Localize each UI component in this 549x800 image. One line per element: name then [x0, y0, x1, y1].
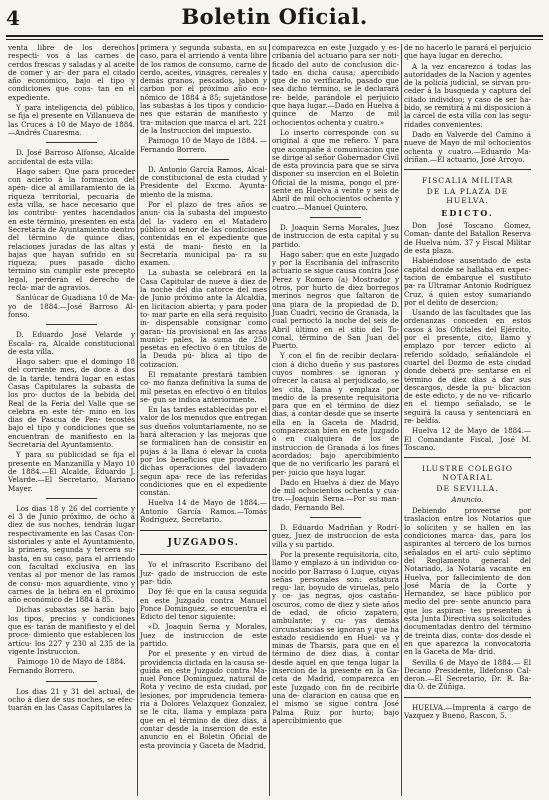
section-heading: JUZGADOS. — [167, 538, 240, 549]
paragraph: Por la presente requisitoria, cito, llamo y emplazo á un individuo co- nocido por Barraso ó Luque, cuyas señas personales son: estatura regu- lar, boyudo de viruelas, pelo y ce- jas negras, ojos castaño-oscuros, como de diez y siete años de edad, de oficio zapatero, ambulante; y cu- yas demás circunstancias se ignoran y que ha estado residiendo en Huel- va y minas de Tharsis, para que en el término de diez dias, á contar desde aquel en que tenga lugar la insercion de la presente en la Ga- ceta de Madrid, comparezca en este Juzgado con fin de recibirle una de- claracion en causa que en el mismo se sigue contra José Palma Ruiz por hurto; bajo apercibimiento que — [272, 549, 400, 725]
paragraph: La subasta se celebrará en la Casa Capitular de nueve á diez de la noche del dia catorce del mes de Junio próximo ante la Alcaldía, en licitacion abierta; y para poder to- mar parte en ella será requisito in- dispensable consignar como garan- tía provisional en las arcas munici- pales, la suma de 250 pesetas en efectivo ó en títulos de la Deuda pú- blica al tipo de cotizacion. — [140, 268, 267, 369]
paragraph: Los dias 18 y 26 del corriente y el 3 de Junio próximo, de ocho á diez de sus noches, tendrán lugar respectivamente en las Casas Con- sistoriales y ante el Ayuntamiento, la primera, segunda y tercera su- basta, en su caso, para el arriendo con facultad exclusiva en las ventas al por menor de las ramos de consu- mos aguardiente, vino y carnes de la hebra en el próximo año económico de 1884 á 85. — [8, 503, 135, 605]
section-rule — [404, 169, 531, 170]
paragraph: primera y segunda subasta, en su caso, para el arriendo á venta libre de los ramos de consumo, carne de cerdo, aceites, vinagres, cereales y demás granos, pescados, jabon y carbon por el próximo año eco- nómico de 1884 á 85; sujetándose las subastas á los tipos y condicio- nes que estarán de manifiesto y tra- mitacion que marca el art. 221 de la Instruccion del impuesto. — [140, 44, 267, 135]
paragraph: Dado en Valverde del Camino á nueve de Mayo de mil ochocientos ochenta y cuatro.—Eduardo Ma- driñan.—El actuario, José Arroyo. — [404, 129, 531, 164]
paragraph: D. Eduardo Madriñan y Rodrí- guez, Juez de instruccion de esta villa y su partido. — [272, 523, 399, 549]
separator-rule — [46, 498, 97, 499]
paragraph: D. Joaquin Serna Morales, Juez de instruccion de esta capital y su partido. — [272, 222, 399, 249]
paragraph: Sanlúcar de Guadiana 10 de Ma- yo de 1884.—José Barroso Al- fonso. — [8, 293, 135, 319]
column-2 — [138, 44, 269, 796]
paragraph: D. Antonio García Ramos, Alcal- de constitucional de esta ciudad y Presidente del Excmo. Ayunta- miento de la misma. — [140, 164, 267, 199]
paragraph: Fernando Borrero. — [8, 666, 75, 676]
paragraph: Huelva 12 de Mayo de 1884.— El Comandante Fiscal, José M. Toscano. — [404, 426, 531, 452]
paragraph: Sevilla 6 de Mayo de 1884.— El Decano Presidente, Ildefonso Cal- deron.—El Secretario, Dr. R. Ba- día O. de Zúñiga. — [404, 657, 531, 692]
paragraph: D. José Barroso Alfonso, Alcalde accidental de esta villa: — [8, 148, 135, 166]
paragraph: Doy fé: que en la causa seguida en este Juzgado contra Manuel Ponce Dominguez, se encuentra el Edicto del tenor siguiente: — [140, 587, 267, 622]
paragraph: Por el presente y en virtud de providencia dictada en la causa se- guida en este Juzgado contra Ma- nuel Ponce Dominguez, natural de Rota y vecino de esta ciudad, por lesiones, por imprudencia temera- ria á Dolores Velazquez Gonzalez, se le cita, llama y emplaza para que en el término de diez dias, á contar desde la insercion de este anuncio en el Boletin Oficial de esta provincia y Gaceta de Madrid, — [140, 649, 267, 750]
section-heading: DE SEVILLA. — [436, 484, 499, 494]
paragraph: Hago saber: Que para proceder con acierto á la formacion del apén- dice al amillaramiento de la riqueza territorial, pecuaria de esta villa, se hace necesario que los contribu- yentes hacendados en este término, presenten en esta Secretaría de Ayuntamiento dentro del término de quince dias, relaciones juradas de las altas y bajas que hayan sufrido en su riqueza; pues pasado dicho término sin cumplir este precepto legal, perderán el derecho de recla- mar de agravios. — [8, 166, 135, 293]
paragraph: HUELVA.—Imprenta á cargo de Vazquez y Bueno, Rascon, 5. — [404, 702, 531, 720]
paragraph: de no hacerlo le parará el perjuicio que haya lugar en derecho. — [404, 44, 531, 61]
paragraph: Don José Toscano Gomez, Coman- dante del Batallon Reserva de Huelva núm. 37 y Fiscal Militar de esta plaza. — [404, 221, 531, 256]
masthead-title: Boletin Oficial. — [181, 4, 368, 29]
section-heading: DE LA PLAZA DE HUELVA. — [426, 187, 509, 206]
paragraph: Y con el fin de recibir declara- cion á dicho dueño y sus pastores cuyos nombres se ignoran y ofrecer la causa al perjudicado, se les cita, llama y emplaza por medio de la presente requisitoria para que en el término de diez dias, á contar desde que se inserte ella en la Gaceta de Madrid, comparezcan bien en este Juzgado ó en cualquiera de los de instruccion de Granada á los fines acordados; bajo apercibimiento que de no verificarlo les parará el per- juicio que haya lugar. — [272, 351, 399, 477]
separator-rule — [310, 217, 361, 218]
separator-rule — [310, 517, 361, 518]
paragraph: Lo inserto corresponde con su original á que me refiero. Y para que acompañe á comunicacion que se dirige al señor Gobernador Civil de esta provincia para que se sirva disponer su insercion en el Boletin Oficial de la misma, pongo el pre- sente en Huelva á veinte y seis de Abril de mil ochocientos ochenta y cuatro.—Manuel Quintero. — [272, 127, 399, 212]
page-number: 4 — [6, 6, 20, 30]
section-heading: ILUSTRE COLEGIO NOTARIAL — [422, 464, 513, 483]
column-1 — [6, 44, 137, 796]
paragraph: Hago saber: que en este Juzgado y por la Escribanía del infrascrito actuario se sigue causa contra José Perez y Romero (a) Mostrador y otros, por hurto de diez borregos merinos negros que faltaron de una piara de la propiedad de D. Juan Cuadri, vecino de Granada, la cual pernoctó la noche del seis de Abril último en el sitio del To- conal, término de San Juan del Puerto. — [272, 249, 399, 351]
section-rule — [404, 697, 531, 698]
paragraph: Debiendo proveerse por traslacion entre los Notarios que lo soliciten y se hallen en las condiciones marca- das, para los aspirantes al tercero de los turnos señalados en el artí- culo séptimo del Reglamento general del Notariado, la Notaría vacante en Huelva, por fallecimiento de don José María de la Corte y Hernandez, se hace público por medio del pre- sente anuncio para que los aspiran- tes presenten á esta Junta Directiva sus solicitudes documentadas dentro del término de treinta dias, conta- dos desde el en que aparezca la convocatoria en la Gaceta de Ma- drid. — [404, 506, 531, 657]
paragraph: «D. Joaquin Serna y Morales, Juez de instruccion de este partido. — [140, 622, 267, 648]
dateline: Paimogo 10 de Mayo de 1884. — [17, 657, 126, 667]
separator-rule — [46, 142, 97, 143]
page-header — [6, 4, 543, 34]
paragraph: venta libre de los derechos respecti- vos á las carnes de cerdos frescas y saladas y al aceite de comer y ar- der para el citado año económico, bajo el tipo y condiciones que cons- tan en el expediente. — [8, 44, 135, 102]
paragraph: A la vez encarezco á todas las autoridades de la Nacion y agentes de la policía judicial, se sirvan pro- ceder á la busqueda y captura del citado individuo; y caso de ser ha- bido, se remitirá á mi disposicion á la cárcel de esta villa con las segu- ridades convenientes. — [404, 61, 531, 129]
paragraph: Huelva 14 de Mayo de 1884.— Antonio García Ramos.—Tomás Rodríguez, Secretario. — [140, 498, 267, 525]
notice-heading: Anuncio. — [451, 495, 484, 505]
paragraph: Paimogo 10 de Mayo de 1884. —Fernando Borrero. — [140, 136, 267, 154]
paragraph: Usando de las facultades que las ordenanzas conceden en estos casos á los Oficiales del Ejército, por el presente, cito, llamo y emplazo por tercer edicto al referido soldado, señalándole el cuartel del Dozmo de esta ciudad donde deberá pre- sentarse en el término de diez dias á dar sus descargos, desde la pu- blicacion de este edicto, y de no ve- rificarlo en el tiempo señalado, se le seguirá la causa y sentenciará en re- beldía. — [404, 308, 531, 425]
column-4 — [402, 44, 533, 796]
paragraph: Yo el infrascrito Escribano del Juz- gado de instruccion de este par- tido. — [140, 560, 267, 586]
paragraph: Por el plazo de tres años se anun- cia la subasta del impuesto del la- vadero en el Matadero público al tenor de las condiciones contenidas en el expediente que está de mani- fiesto en la Secretaría municipal pa- ra su examen. — [140, 200, 267, 268]
paragraph: En las tardes establecidas por el valor de los menudos que entregan sus dueños voluntariamente, no se hará alteracion y las mejoras que se formalicen han de consistir en pujas á la llana ó elevar la cuota por los beneficios que produzcan dichas operaciones del lavadero segun apa- rece de las referidas condiciones que en el expediente constan. — [140, 405, 267, 498]
paragraph: comparezca en este Juzgado y es- cribanía del actuario para ser noti- ficado del auto de conclusion dic- tado en dicha causa; apercibido que de no verificarlo, pasado que sea dicho término, se le declarará re- belde, parándole el perjuicio que haya lugar.—Dado en Huelva á quince de Marzo de mil ochocientos ochenta y cuatro.» — [272, 44, 399, 127]
paragraph: Y para inteligencia del público, se fija el presente en Villanueva de las Cruces á 10 de Mayo de 1884. —Andrés Cuaresma. — [8, 103, 135, 137]
header-rule — [6, 35, 543, 37]
separator-rule — [46, 324, 97, 325]
section-rule — [404, 457, 531, 458]
section-heading: FISCALIA MILITAR — [421, 176, 514, 186]
section-box — [140, 530, 267, 555]
paragraph: Dado en Huelva á diez de Mayo de mil ochocientos ochenta y cua- tro.—Joaquin Serna.—Por su man- dado, Fernando Bel. — [272, 477, 399, 512]
paragraph: El rematante prestará tambien co- mo fianza definitiva la suma de mil pesetas en efectivo ó en títulos se- gun se indica anteriormente. — [140, 369, 267, 404]
paragraph: Hago saber: que el domingo 18 del corriente mes, de doce á dos de la tarde, tendrá lugar en estas Casas Capitulares la subasta de los pro- ductos de la bebida del Real de la Feria del Valle que se celebra en este tér- mino en los dias de Pascua de Pen- tecostés bajo el tipo y condiciones que se encuentran de manifiesto en la Secretaría del Ayuntamiento. — [8, 357, 135, 450]
column-3 — [270, 44, 401, 796]
columns — [6, 44, 543, 796]
paragraph: D. Eduardo José Velarde y Escala- ra, Alcalde constitucional de esta villa. — [8, 330, 135, 356]
separator-rule — [46, 681, 97, 682]
header-rule-thin — [6, 39, 543, 40]
paragraph: Los dias 21 y 31 del actual, de ocho á diez de sus noches, se efec- tuarán en las Casas Capitulares la — [8, 686, 135, 713]
paragraph: Y para su publicidad se fija el presente en Manzanilla y Mayo 10 de 1884.—El Alcalde, Eduardo J. Velarde.—El Secretario, Mariano Mayer. — [8, 450, 135, 493]
paragraph: Habiéndose ausentado de esta capital donde se hallaba en expec- tacion de embarque el sustituto pa- ra Ultramar Antonio Rodríguez Cruz, á quien estoy sumariando por el delito de desercion; — [404, 256, 531, 307]
separator-rule — [178, 159, 229, 160]
paragraph: Dichas subastas se harán bajo los tipos, precios y condiciones que es- tarán de manifiesto y el del proce- dimiento que establecen los artícu- los 227 y 230 al 235 de la vigente Instruccion. — [8, 605, 135, 656]
edict-heading: EDICTO. — [441, 208, 494, 219]
